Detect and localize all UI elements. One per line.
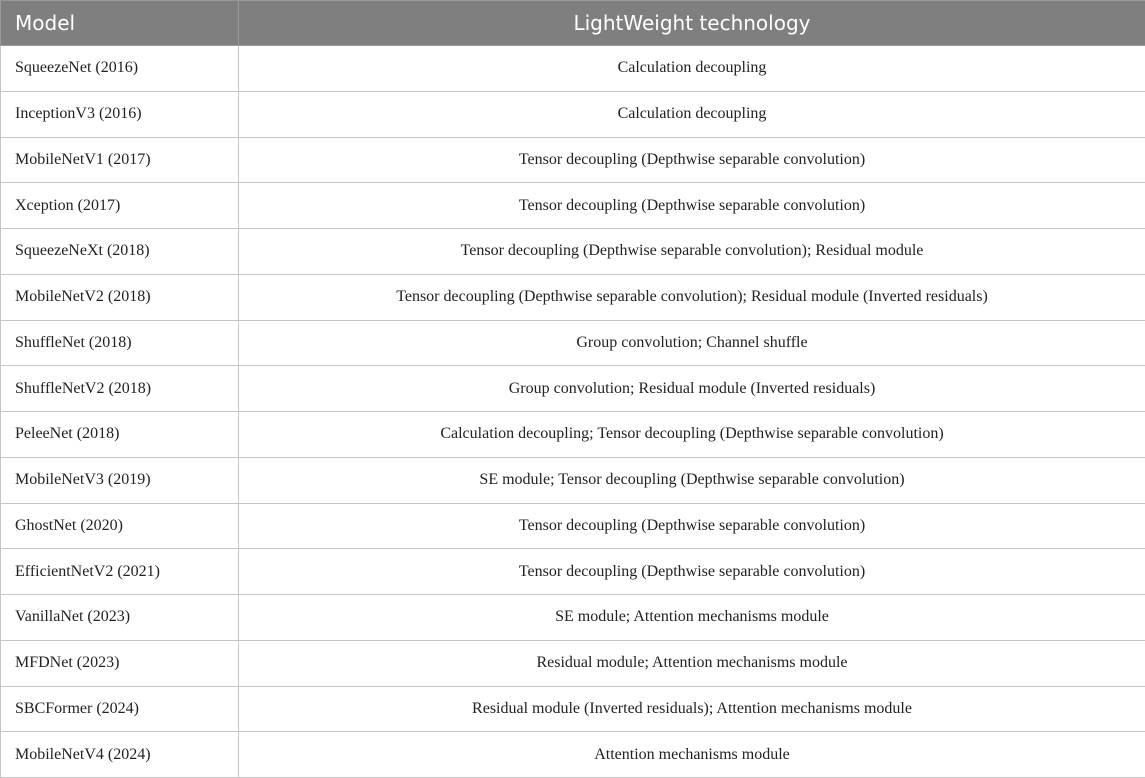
table-row xyxy=(1,229,1145,275)
technology-cell: Calculation decoupling xyxy=(239,46,1145,92)
technology-cell: Attention mechanisms module xyxy=(239,732,1145,778)
technology-cell: Residual module (Inverted residuals); Attention mechanisms module xyxy=(239,686,1145,732)
column-header-model: Model xyxy=(1,1,239,46)
table-row xyxy=(1,732,1145,778)
table-row xyxy=(1,137,1145,183)
table-row xyxy=(1,549,1145,595)
table-row xyxy=(1,457,1145,503)
technology-cell: Residual module; Attention mechanisms module xyxy=(239,640,1145,686)
technology-cell: Tensor decoupling (Depthwise separable convolution) xyxy=(239,137,1145,183)
table-body xyxy=(1,46,1145,778)
technology-cell: Tensor decoupling (Depthwise separable convolution) xyxy=(239,183,1145,229)
table-row xyxy=(1,366,1145,412)
technology-cell: Group convolution; Residual module (Inverted residuals) xyxy=(239,366,1145,412)
model-cell: MobileNetV1 (2017) xyxy=(1,137,239,183)
table-row xyxy=(1,46,1145,92)
model-cell: MFDNet (2023) xyxy=(1,640,239,686)
header-row xyxy=(1,1,1145,46)
model-cell: EfficientNetV2 (2021) xyxy=(1,549,239,595)
technology-cell: Tensor decoupling (Depthwise separable convolution); Residual module (Inverted residuals) xyxy=(239,274,1145,320)
model-cell: SqueezeNet (2016) xyxy=(1,46,239,92)
table-row xyxy=(1,91,1145,137)
table-row xyxy=(1,640,1145,686)
model-cell: PeleeNet (2018) xyxy=(1,412,239,458)
model-cell: GhostNet (2020) xyxy=(1,503,239,549)
model-cell: MobileNetV2 (2018) xyxy=(1,274,239,320)
technology-cell: SE module; Tensor decoupling (Depthwise separable convolution) xyxy=(239,457,1145,503)
table-row xyxy=(1,412,1145,458)
model-cell: Xception (2017) xyxy=(1,183,239,229)
technology-cell: Tensor decoupling (Depthwise separable convolution) xyxy=(239,549,1145,595)
column-header-technology: LightWeight technology xyxy=(239,1,1145,46)
model-cell: SqueezeNeXt (2018) xyxy=(1,229,239,275)
technology-cell: Group convolution; Channel shuffle xyxy=(239,320,1145,366)
technology-cell: Calculation decoupling; Tensor decoupling (Depthwise separable convolution) xyxy=(239,412,1145,458)
table-row xyxy=(1,503,1145,549)
technology-cell: SE module; Attention mechanisms module xyxy=(239,595,1145,641)
technology-cell: Tensor decoupling (Depthwise separable convolution); Residual module xyxy=(239,229,1145,275)
model-cell: InceptionV3 (2016) xyxy=(1,91,239,137)
model-cell: VanillaNet (2023) xyxy=(1,595,239,641)
technology-cell: Calculation decoupling xyxy=(239,91,1145,137)
model-cell: ShuffleNetV2 (2018) xyxy=(1,366,239,412)
model-cell: MobileNetV3 (2019) xyxy=(1,457,239,503)
model-cell: ShuffleNet (2018) xyxy=(1,320,239,366)
table-row xyxy=(1,686,1145,732)
table-row xyxy=(1,274,1145,320)
model-cell: MobileNetV4 (2024) xyxy=(1,732,239,778)
table-row xyxy=(1,595,1145,641)
table-row xyxy=(1,183,1145,229)
technology-cell: Tensor decoupling (Depthwise separable convolution) xyxy=(239,503,1145,549)
model-cell: SBCFormer (2024) xyxy=(1,686,239,732)
table-row xyxy=(1,320,1145,366)
table-header xyxy=(1,1,1145,46)
